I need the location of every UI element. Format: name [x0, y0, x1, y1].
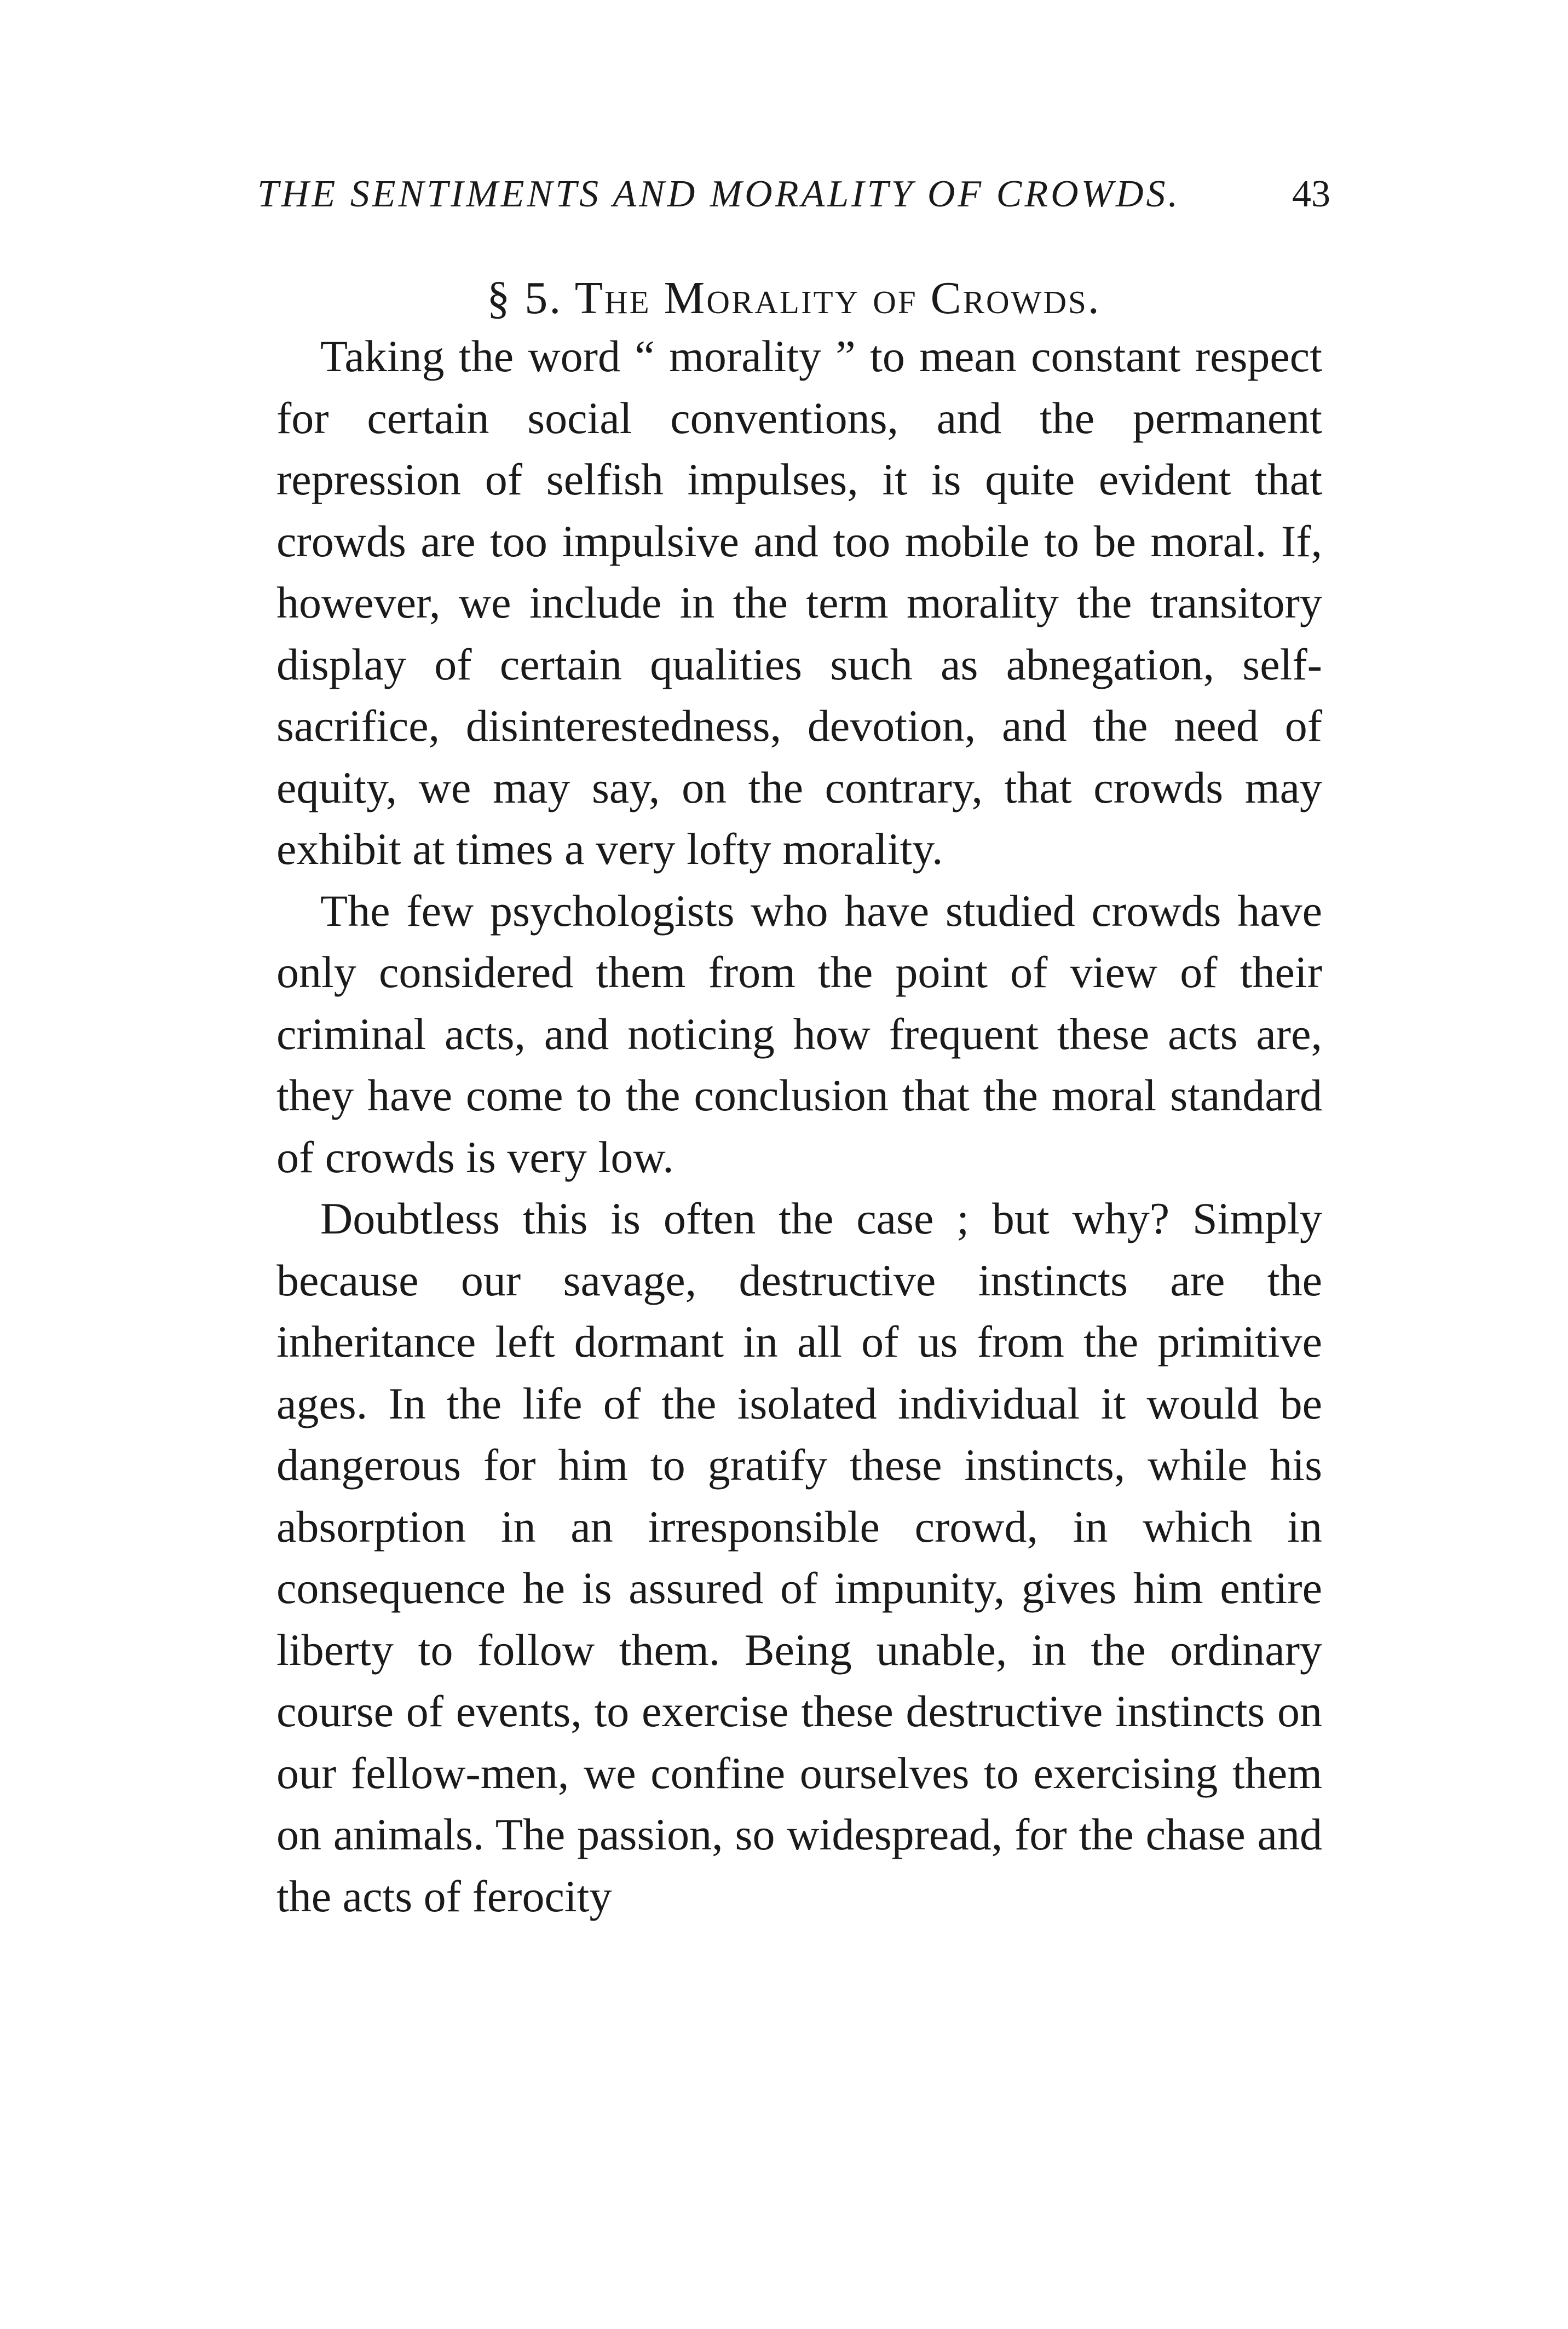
paragraph-morality-definition: Taking the word “ morality ” to mean constant respect for certain social conventions, and the permanent repression of selfish impulses, it is quite evident that crowds are too impulsive and too mobile to be moral. If, however, we include in the term morality the transitory display of certain qualities such as abnegation, self-sacrifice, disinterestedness, devotion, and the need of equity, we may say, on the contrary, that crowds may exhibit at times a very lofty morality. [276, 331, 1322, 874]
paragraph-psychologists: The few psychologists who have studied crowds have only considered them from the point of view of their criminal acts, and noticing how frequent these acts are, they have come to the conclusion that the moral standard of crowds is very low. [276, 885, 1322, 1182]
running-title: THE SENTIMENTS AND MORALITY OF CROWDS. [257, 173, 1181, 215]
running-head [257, 164, 1330, 224]
section-heading: § 5. The Morality of Crowds. [487, 273, 1101, 324]
page-number: 43 [1292, 173, 1330, 215]
paragraph-savage-instincts: Doubtless this is often the case ; but why? Simply because our savage, destructive instincts are the inheritance left dormant in all of us from the primitive ages. In the life of the isolated individual it would be dangerous for him to gratify these instincts, while his absorption in an irresponsible crowd, in which in consequence he is assured of impunity, gives him entire liberty to follow them. Being unable, in the ordinary course of events, to exercise these destructive instincts on our fellow-men, we confine ourselves to exercising them on animals. The passion, so widespread, for the chase and the acts of ferocity [276, 1194, 1322, 1921]
body-text [276, 326, 1322, 1927]
